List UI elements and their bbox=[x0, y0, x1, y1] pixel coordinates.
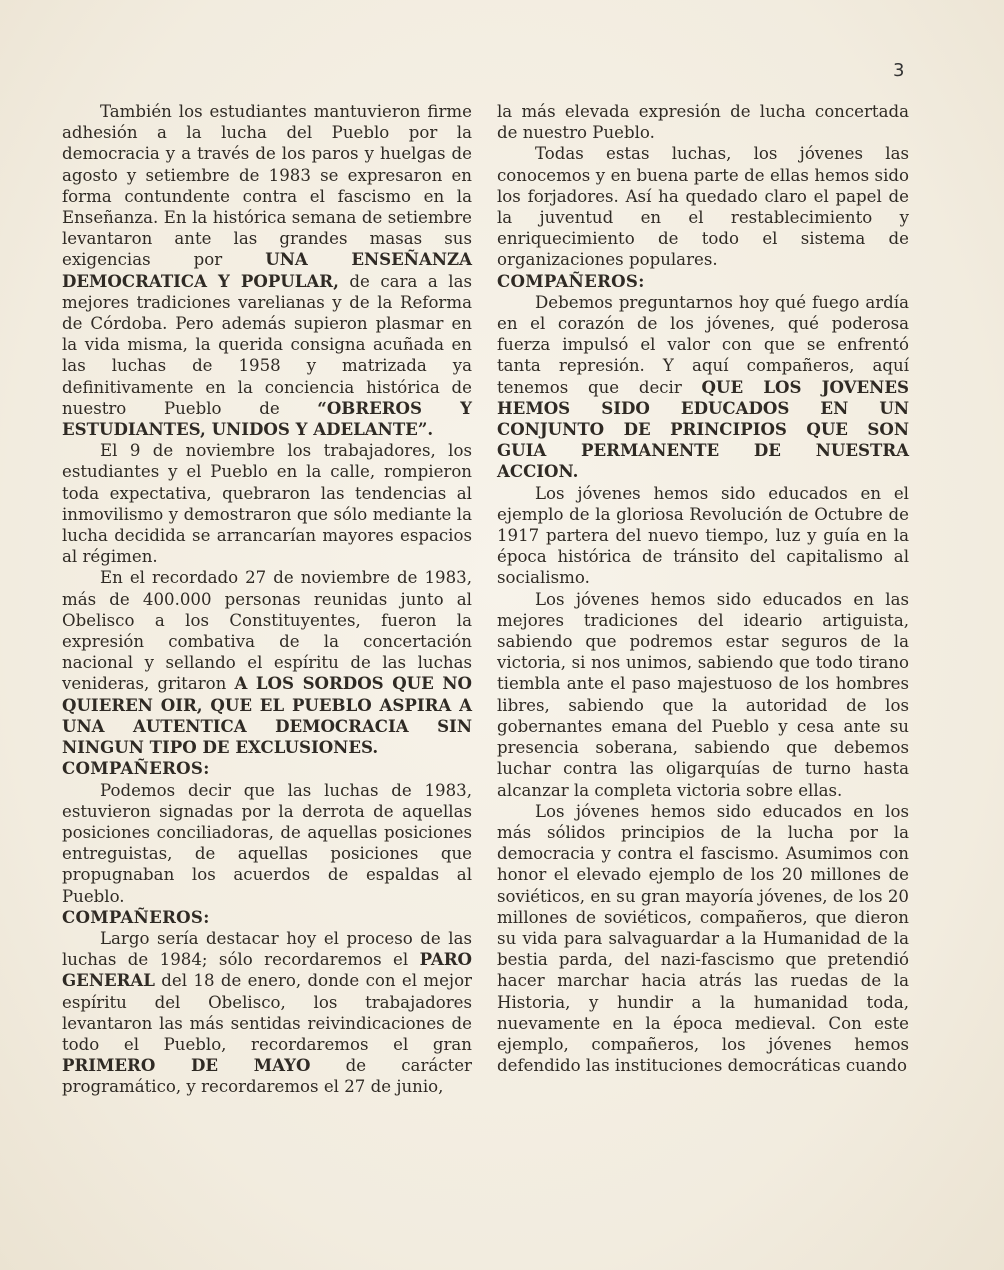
emphasis-text: A LOS SORDOS QUE NO QUIEREN OIR, QUE EL PUEBLO ASPIRA A UNA AUTENTICA DEMOCRACIA SIN NINGUN TIPO DE EXCLUSIONES. bbox=[62, 673, 472, 758]
paragraph: Los jóvenes hemos sido educados en las mejores tradiciones del ideario artiguista, sabiendo que podremos estar seguros de la victoria, si nos unimos, sabiendo que todo tirano tiembla ante el paso majestuoso de los hombres libres, sabiendo que la autoridad de los gobernantes emana del Pueblo y cesa ante su presencia soberana, sabiendo que debemos luchar contra las oligarquías de turno hasta alcanzar la completa victoria sobre ellas. bbox=[497, 589, 909, 800]
right-column bbox=[497, 101, 909, 1076]
paragraph-text: del 18 de enero, donde con el mejor espíritu del Obelisco, los trabajadores levantaron las más sentidas reivindicaciones de todo el Pueblo, recordaremos el gran bbox=[62, 971, 472, 1054]
paragraph bbox=[62, 567, 472, 758]
paragraph: Podemos decir que las luchas de 1983, estuvieron signadas por la derrota de aquellas posiciones conciliadoras, de aquellas posiciones entreguistas, de aquellas posiciones que propugnaban los acuerdos de espaldas al Pueblo. bbox=[62, 780, 472, 906]
paragraph: la más elevada expresión de lucha concertada de nuestro Pueblo. bbox=[497, 102, 909, 143]
paragraph-text: Largo sería destacar hoy el proceso de las luchas de 1984; sólo recordaremos el bbox=[62, 928, 472, 970]
paragraph: El 9 de noviembre los trabajadores, los estudiantes y el Pueblo en la calle, rompieron toda expectativa, quebraron las tendencias al inmovilismo y demostraron que sólo mediante la lucha decidida se arrancarían mayores espacios al régimen. bbox=[62, 441, 472, 567]
emphasis-text: PARO GENERAL bbox=[62, 949, 472, 991]
paragraph: Los jóvenes hemos sido educados en el ejemplo de la gloriosa Revolución de Octubre de 1917 partera del nuevo tiempo, luz y guía en la época histórica de tránsito del capitalismo al socialismo. bbox=[497, 483, 909, 588]
paragraph-text: de cara a las mejores tradiciones varelianas y de la Reforma de Córdoba. Pero además supieron plasmar en la vida misma, la querida consigna acuñada en las luchas de 1958 y matrizada ya definitivamente en la conciencia histórica de nuestro Pueblo de bbox=[62, 271, 472, 418]
paragraph bbox=[62, 101, 472, 440]
section-heading: COMPAÑEROS: bbox=[62, 758, 210, 779]
section-heading: COMPAÑEROS: bbox=[62, 906, 210, 927]
emphasis-text: PRIMERO DE MAYO bbox=[62, 1055, 311, 1076]
paragraph-text: En el recordado 27 de noviembre de 1983, más de 400.000 personas reunidas junto al Obelisco a los Constituyentes, fueron la expresión combativa de la concertación nacional y sellando el espíritu de las luchas venideras, gritaron bbox=[62, 568, 472, 694]
paragraph: Los jóvenes hemos sido educados en los más sólidos principios de la lucha por la democracia y contra el fascismo. Asumimos con honor el elevado ejemplo de los 20 millones de soviéticos, en su gran mayoría jóvenes, de los 20 millones de soviéticos, compañeros, que dieron su vida para salvaguardar a la Humanidad de la bestia parda, del nazi-fascismo que pretendió hacer marchar hacia atrás las ruedas de la Historia, y hundir a la humanidad toda, nuevamente en la época medieval. Con este ejemplo, compañeros, los jóvenes hemos defendido las instituciones democráticas cuando bbox=[497, 801, 909, 1076]
paragraph-text: de carácter programático, y recordaremos el 27 de junio, bbox=[62, 1056, 472, 1097]
emphasis-text: “OBREROS Y ESTUDIANTES, UNIDOS Y ADELANTE”. bbox=[62, 397, 472, 440]
paragraph-text: Debemos preguntarnos hoy qué fuego ardía en el corazón de los jóvenes, qué poderosa fuerza impulsó el valor con que se enfrentó tanta represión. Y aquí compañeros, aquí tenemos que decir bbox=[497, 292, 909, 397]
paragraph bbox=[497, 292, 909, 483]
page-number: 3 bbox=[893, 60, 905, 81]
paragraph bbox=[62, 928, 472, 1098]
emphasis-text: QUE LOS JOVENES HEMOS SIDO EDUCADOS EN UN CONJUNTO DE PRINCIPIOS QUE SON GUIA PERMANENTE DE NUESTRA ACCION. bbox=[497, 376, 909, 482]
left-column bbox=[62, 101, 472, 1098]
paragraph-text: También los estudiantes mantuvieron firme adhesión a la lucha del Pueblo por la democracia y a través de los paros y huelgas de agosto y setiembre de 1983 se expresaron en forma contundente contra el fascismo en la Enseñanza. En la histórica semana de setiembre levantaron ante las grandes masas sus exigencias por bbox=[62, 102, 472, 270]
section-heading: COMPAÑEROS: bbox=[497, 270, 645, 291]
paragraph: Todas estas luchas, los jóvenes las conocemos y en buena parte de ellas hemos sido los forjadores. Así ha quedado claro el papel de la juventud en el restablecimiento y enriquecimiento de todo el sistema de organizaciones populares. bbox=[497, 144, 909, 270]
emphasis-text: UNA ENSEÑANZA DEMOCRATICA Y POPULAR, bbox=[62, 249, 472, 291]
